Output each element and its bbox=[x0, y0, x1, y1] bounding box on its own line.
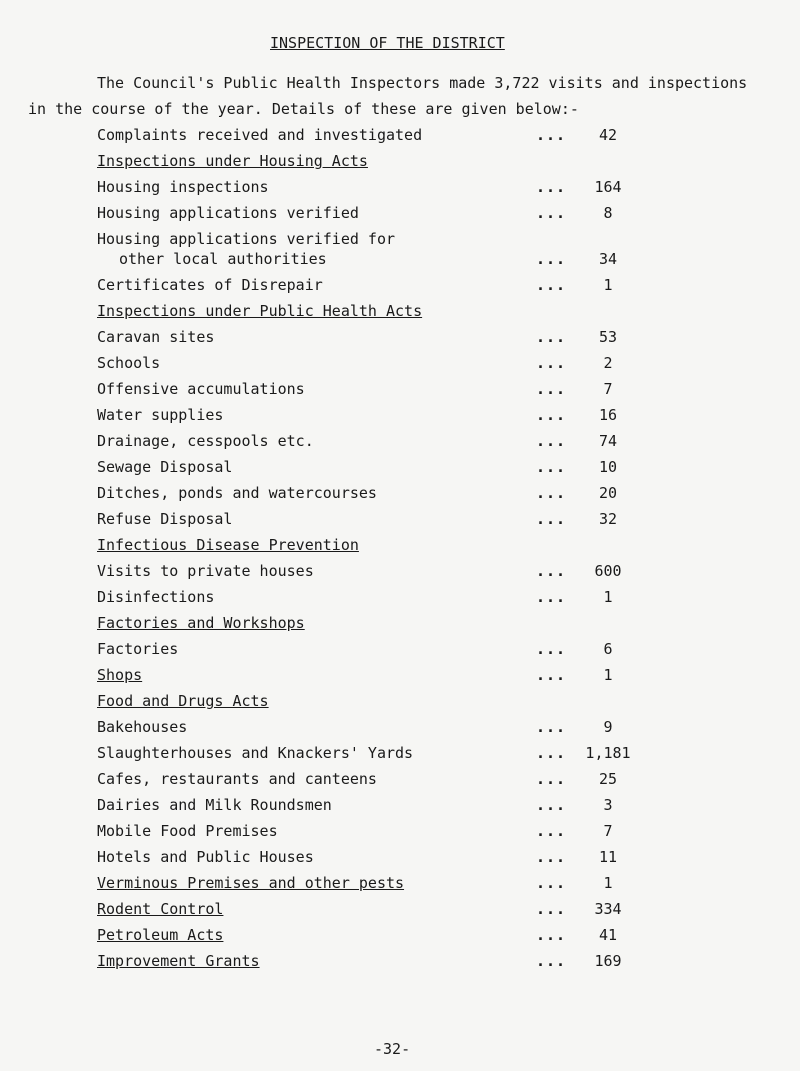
row-value: 7 bbox=[603, 822, 613, 840]
row-label: Hotels and Public Houses bbox=[97, 848, 314, 866]
row-label-continued: other local authorities bbox=[119, 250, 327, 268]
row-value: 32 bbox=[598, 510, 618, 528]
leader-dots: ... bbox=[536, 640, 567, 658]
leader-dots: ... bbox=[536, 588, 567, 606]
row-value: 20 bbox=[598, 484, 618, 502]
row-label: Water supplies bbox=[97, 406, 224, 424]
row-value: 1 bbox=[603, 276, 613, 294]
row-value: 10 bbox=[598, 458, 618, 476]
row-label: Refuse Disposal bbox=[97, 510, 233, 528]
row-label: Verminous Premises and other pests bbox=[97, 874, 405, 892]
section-heading: Factories and Workshops bbox=[97, 614, 305, 632]
row-label: Factories bbox=[97, 640, 179, 658]
row-label: Visits to private houses bbox=[97, 562, 314, 580]
row-value: 42 bbox=[598, 126, 618, 144]
row-value: 1 bbox=[603, 588, 613, 606]
row-label: Schools bbox=[97, 354, 161, 372]
row-label: Offensive accumulations bbox=[97, 380, 305, 398]
leader-dots: ... bbox=[536, 380, 567, 398]
row-value: 164 bbox=[594, 178, 622, 196]
row-label: Rodent Control bbox=[97, 900, 224, 918]
leader-dots: ... bbox=[536, 666, 567, 684]
leader-dots: ... bbox=[536, 926, 567, 944]
row-label: Slaughterhouses and Knackers' Yards bbox=[97, 744, 414, 762]
leader-dots: ... bbox=[536, 484, 567, 502]
row-value: 1,181 bbox=[585, 744, 631, 762]
row-value: 53 bbox=[598, 328, 618, 346]
row-label: Certificates of Disrepair bbox=[97, 276, 323, 294]
row-value: 334 bbox=[594, 900, 622, 918]
leader-dots: ... bbox=[536, 900, 567, 918]
section-heading: Food and Drugs Acts bbox=[97, 692, 269, 710]
leader-dots: ... bbox=[536, 952, 567, 970]
leader-dots: ... bbox=[536, 178, 567, 196]
leader-dots: ... bbox=[536, 848, 567, 866]
row-value: 2 bbox=[603, 354, 613, 372]
page-title: INSPECTION OF THE DISTRICT bbox=[270, 34, 505, 52]
row-value: 16 bbox=[598, 406, 618, 424]
row-value: 169 bbox=[594, 952, 622, 970]
leader-dots: ... bbox=[536, 276, 567, 294]
row-value: 600 bbox=[594, 562, 622, 580]
row-label: Petroleum Acts bbox=[97, 926, 224, 944]
row-value: 9 bbox=[603, 718, 613, 736]
leader-dots: ... bbox=[536, 328, 567, 346]
leader-dots: ... bbox=[536, 432, 567, 450]
row-label: Caravan sites bbox=[97, 328, 215, 346]
row-label: Housing inspections bbox=[97, 178, 269, 196]
row-value: 1 bbox=[603, 666, 613, 684]
leader-dots: ... bbox=[536, 406, 567, 424]
row-label: Sewage Disposal bbox=[97, 458, 233, 476]
leader-dots: ... bbox=[536, 796, 567, 814]
leader-dots: ... bbox=[536, 204, 567, 222]
row-value: 6 bbox=[603, 640, 613, 658]
leader-dots: ... bbox=[536, 562, 567, 580]
row-value: 3 bbox=[603, 796, 613, 814]
row-value: 74 bbox=[598, 432, 618, 450]
row-value: 34 bbox=[598, 250, 618, 268]
row-label: Complaints received and investigated bbox=[97, 126, 423, 144]
section-heading: Inspections under Housing Acts bbox=[97, 152, 368, 170]
leader-dots: ... bbox=[536, 874, 567, 892]
row-label: Dairies and Milk Roundsmen bbox=[97, 796, 332, 814]
section-heading: Inspections under Public Health Acts bbox=[97, 302, 423, 320]
leader-dots: ... bbox=[536, 458, 567, 476]
leader-dots: ... bbox=[536, 510, 567, 528]
row-value: 41 bbox=[598, 926, 618, 944]
leader-dots: ... bbox=[536, 126, 567, 144]
leader-dots: ... bbox=[536, 718, 567, 736]
row-label: Housing applications verified bbox=[97, 204, 359, 222]
row-label: Cafes, restaurants and canteens bbox=[97, 770, 377, 788]
row-label: Housing applications verified for bbox=[97, 230, 396, 248]
section-heading: Infectious Disease Prevention bbox=[97, 536, 359, 554]
row-label: Improvement Grants bbox=[97, 952, 260, 970]
row-value: 8 bbox=[603, 204, 613, 222]
leader-dots: ... bbox=[536, 770, 567, 788]
leader-dots: ... bbox=[536, 250, 567, 268]
row-label: Drainage, cesspools etc. bbox=[97, 432, 314, 450]
intro-text-line-1: The Council's Public Health Inspectors made 3,722 visits and inspections bbox=[97, 74, 748, 92]
row-label: Disinfections bbox=[97, 588, 215, 606]
page-number: -32- bbox=[374, 1040, 411, 1058]
leader-dots: ... bbox=[536, 354, 567, 372]
intro-text-line-2: in the course of the year. Details of these are given below:- bbox=[28, 100, 579, 118]
row-label: Ditches, ponds and watercourses bbox=[97, 484, 377, 502]
row-value: 11 bbox=[598, 848, 618, 866]
row-value: 1 bbox=[603, 874, 613, 892]
row-value: 7 bbox=[603, 380, 613, 398]
row-label: Bakehouses bbox=[97, 718, 188, 736]
leader-dots: ... bbox=[536, 744, 567, 762]
row-label: Mobile Food Premises bbox=[97, 822, 278, 840]
row-label: Shops bbox=[97, 666, 143, 684]
leader-dots: ... bbox=[536, 822, 567, 840]
row-value: 25 bbox=[598, 770, 618, 788]
